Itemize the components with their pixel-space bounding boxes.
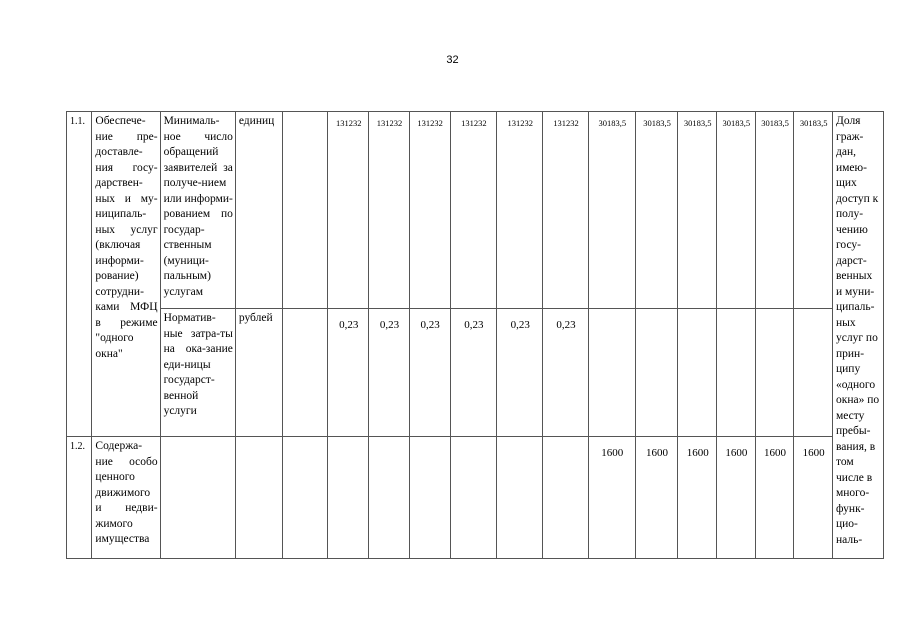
value-cell: 1600 xyxy=(717,437,756,559)
row-number: 1.2. xyxy=(67,437,92,559)
value-cell: 131232 xyxy=(543,112,589,309)
value-cell: 0,23 xyxy=(328,309,369,437)
value-cell: 30183,5 xyxy=(717,112,756,309)
value-cell: 30183,5 xyxy=(588,112,635,309)
table-row xyxy=(67,309,884,437)
empty-cell xyxy=(588,309,635,437)
empty-cell xyxy=(235,437,282,559)
page-number: 32 xyxy=(446,54,459,66)
value-cell: 30183,5 xyxy=(678,112,717,309)
unit-cell: единиц xyxy=(235,112,282,309)
indicator-cell: Минималь-ное число обращений заявителей за получе-нием или информи-рованием по государ-ственным (муници-пальным) услугам xyxy=(160,112,235,309)
table-row xyxy=(67,112,884,309)
value-cell: 30183,5 xyxy=(635,112,678,309)
empty-cell xyxy=(282,309,328,437)
value-cell: 1600 xyxy=(635,437,678,559)
value-cell: 131232 xyxy=(497,112,543,309)
empty-cell xyxy=(450,437,497,559)
value-cell: 30183,5 xyxy=(755,112,794,309)
value-cell: 1600 xyxy=(588,437,635,559)
unit-cell: рублей xyxy=(235,309,282,437)
empty-cell xyxy=(369,437,410,559)
empty-cell xyxy=(635,309,678,437)
value-cell: 0,23 xyxy=(369,309,410,437)
empty-cell xyxy=(282,437,328,559)
empty-cell xyxy=(160,437,235,559)
empty-cell xyxy=(328,437,369,559)
row-number: 1.1. xyxy=(67,112,92,437)
value-cell: 0,23 xyxy=(497,309,543,437)
value-cell: 1600 xyxy=(755,437,794,559)
indicator-cell: Норматив-ные затра-ты на ока-зание еди-ницы государст-венной услуги xyxy=(160,309,235,437)
value-cell: 131232 xyxy=(328,112,369,309)
empty-cell xyxy=(717,309,756,437)
value-cell: 1600 xyxy=(794,437,833,559)
table-row xyxy=(67,437,884,559)
empty-cell xyxy=(282,112,328,309)
value-cell: 0,23 xyxy=(543,309,589,437)
value-cell: 0,23 xyxy=(450,309,497,437)
empty-cell xyxy=(794,309,833,437)
value-cell: 131232 xyxy=(409,112,450,309)
empty-cell xyxy=(755,309,794,437)
empty-cell xyxy=(409,437,450,559)
result-cell: Доля граж-дан, имею-щих доступ к полу-чению госу-дарст-венных и муни-ципаль-ных услуг по прин-ципу «одного окна» по месту пребы-вания, в том числе в много-функ-цио-наль- xyxy=(833,112,884,559)
value-cell: 131232 xyxy=(369,112,410,309)
activity-cell: Обеспече-ние пре-доставле-ния госу-дарствен-ных и му-ниципаль-ных услуг (включая информи-рование) сотрудни-ками МФЦ в режиме "одного окна" xyxy=(92,112,160,437)
activity-cell: Содержа-ние особо ценного движимого и недви-жимого имущества xyxy=(92,437,160,559)
data-table xyxy=(66,111,884,559)
value-cell: 0,23 xyxy=(409,309,450,437)
value-cell: 131232 xyxy=(450,112,497,309)
empty-cell xyxy=(497,437,543,559)
value-cell: 1600 xyxy=(678,437,717,559)
empty-cell xyxy=(543,437,589,559)
value-cell: 30183,5 xyxy=(794,112,833,309)
empty-cell xyxy=(678,309,717,437)
